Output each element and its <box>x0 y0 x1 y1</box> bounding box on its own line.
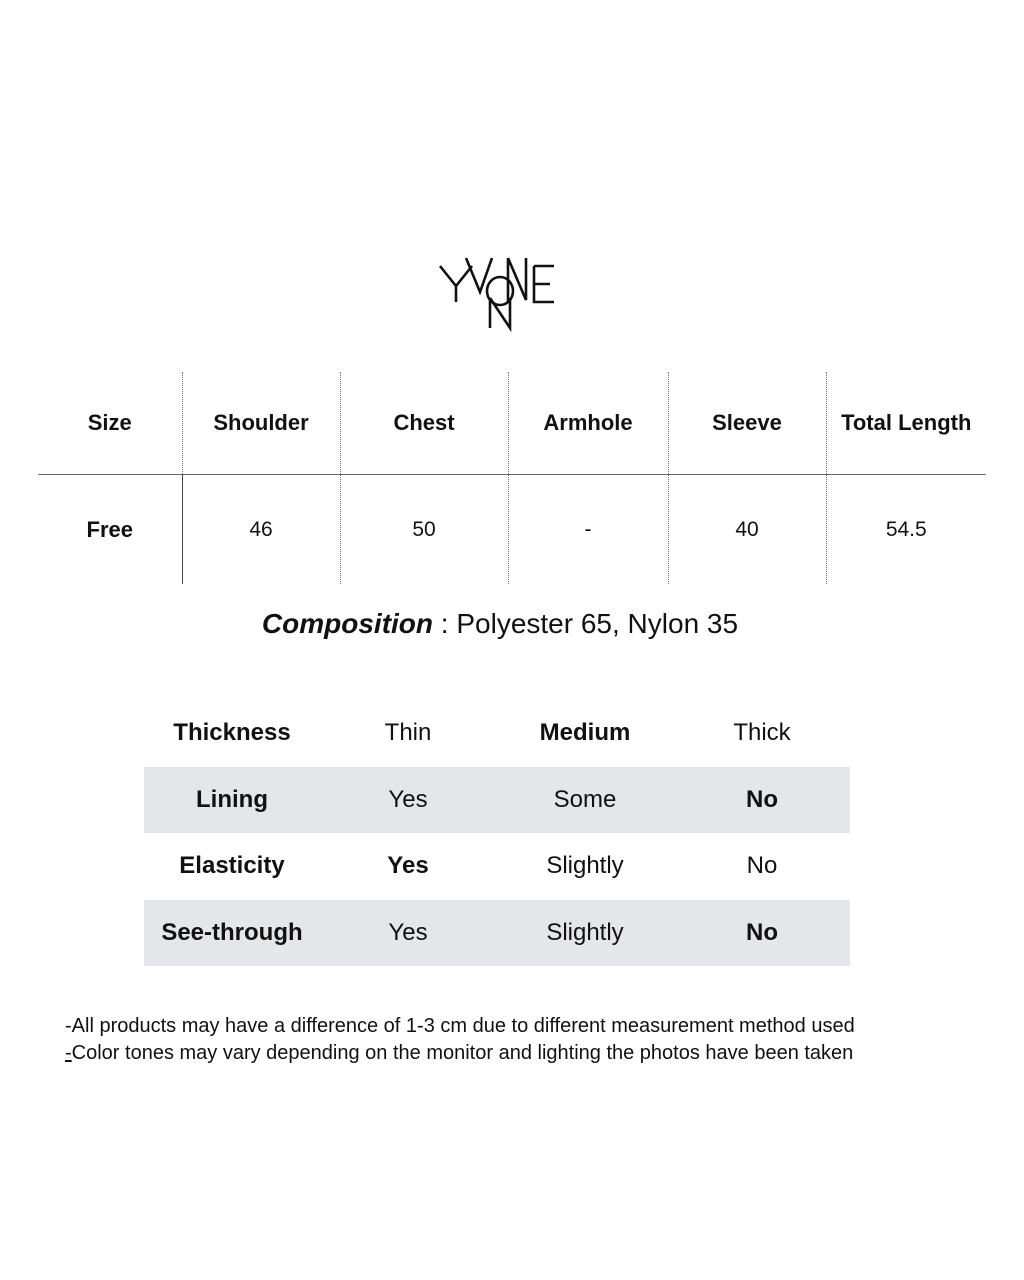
size-table-header-row <box>38 372 986 475</box>
note-color-tones <box>65 1040 985 1067</box>
property-option-selected: Yes <box>387 852 429 880</box>
header-chest: Chest <box>340 372 508 475</box>
property-option: Yes <box>320 900 496 967</box>
fabric-properties-table <box>144 700 850 966</box>
property-label: Elasticity <box>179 852 285 880</box>
disclaimer-notes <box>65 1013 985 1067</box>
property-option: Slightly <box>546 852 624 880</box>
property-row-thickness <box>144 700 850 767</box>
property-label: See-through <box>144 900 320 967</box>
cell-size: Free <box>86 516 133 542</box>
cell-sleeve: 40 <box>668 475 826 585</box>
property-option: Slightly <box>496 900 674 967</box>
property-option: Thin <box>384 719 432 747</box>
cell-armhole: - <box>508 475 668 585</box>
header-size: Size <box>38 372 182 475</box>
property-option: Thick <box>733 719 791 747</box>
size-table <box>38 372 986 584</box>
header-total-length: Total Length <box>826 372 986 475</box>
composition-line <box>0 608 1000 640</box>
property-option: No <box>746 852 778 880</box>
note-color-text: Color tones may vary depending on the monitor and lighting the photos have been taken <box>71 1042 854 1064</box>
header-shoulder: Shoulder <box>182 372 340 475</box>
note-dash: - <box>65 1042 72 1064</box>
property-row-lining <box>144 767 850 834</box>
cell-chest: 50 <box>340 475 508 585</box>
header-sleeve: Sleeve <box>668 372 826 475</box>
property-option: Some <box>496 767 674 834</box>
composition-label: Composition <box>261 608 434 639</box>
note-measurement: -All products may have a difference of 1-3 cm due to different measurement method used <box>65 1015 855 1037</box>
table-row <box>38 475 986 585</box>
property-option-selected: No <box>674 767 850 834</box>
property-row-elasticity <box>144 833 850 900</box>
brand-logo <box>430 252 570 334</box>
property-row-see-through <box>144 900 850 967</box>
property-option-selected: Medium <box>539 719 631 747</box>
property-option: Yes <box>320 767 496 834</box>
cell-total-length: 54.5 <box>826 475 986 585</box>
property-label: Lining <box>144 767 320 834</box>
header-armhole: Armhole <box>508 372 668 475</box>
property-label: Thickness <box>173 719 291 747</box>
property-option-selected: No <box>674 900 850 967</box>
cell-shoulder: 46 <box>182 475 340 585</box>
composition-value: Polyester 65, Nylon 35 <box>456 608 739 639</box>
composition-separator: : <box>433 608 457 639</box>
